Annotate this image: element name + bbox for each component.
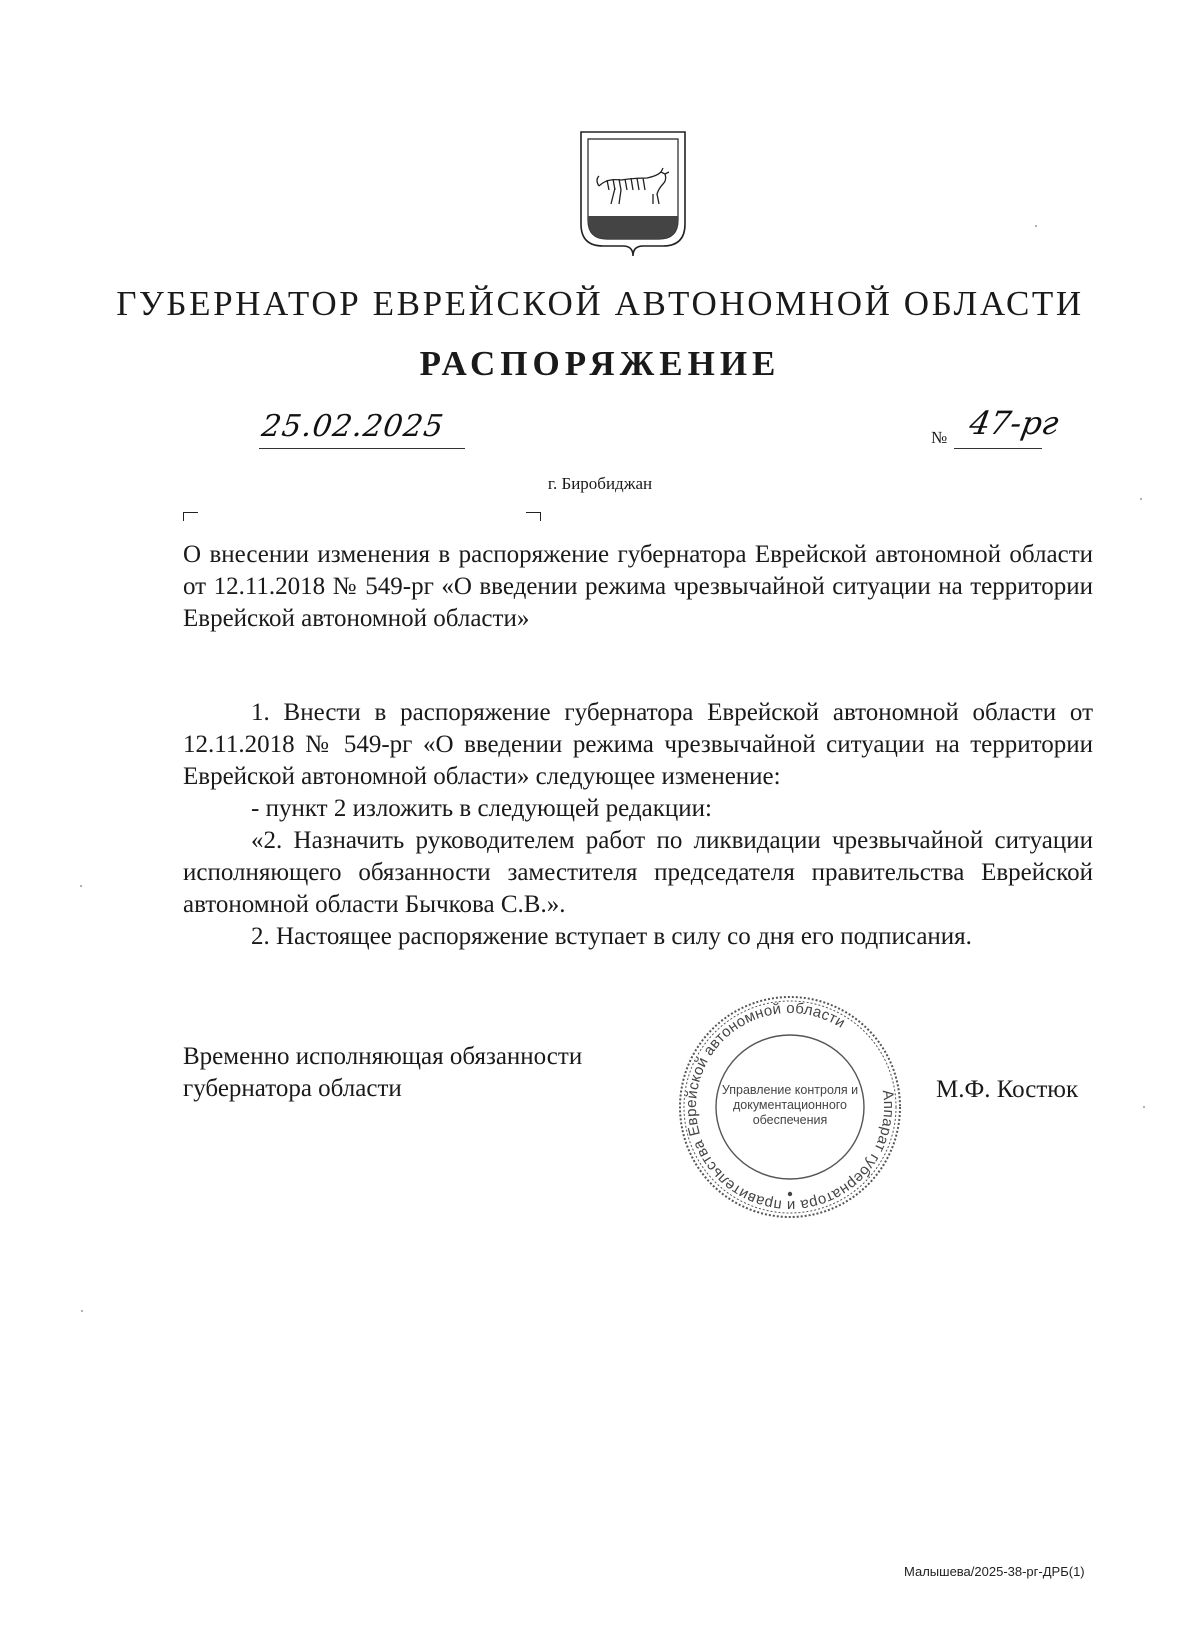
body-paragraph: 1. Внести в распоряжение губернатора Еврейской автономной области от 12.11.2018 № 549-рг «О введении режима чрезвычайной ситуации на территории Еврейской автономной области» следующее изменение: — [183, 699, 1093, 790]
document-registration-code: Малышева/2025-38-рг-ДРБ(1) — [904, 1564, 1085, 1579]
stamp-star-mark — [788, 1192, 792, 1196]
number-underline — [954, 448, 1042, 449]
handwritten-date: 25.02.2025 — [259, 409, 447, 444]
document-body — [183, 697, 1093, 953]
body-paragraph: «2. Назначить руководителем работ по ликвидации чрезвычайной ситуации исполняющего обязанности заместителя председателя правительства Еврейской автономной области Бычкова С.В.». — [183, 827, 1093, 918]
body-paragraph: 2. Настоящее распоряжение вступает в силу со дня его подписания. — [251, 923, 972, 950]
signer-position — [183, 1041, 643, 1105]
scan-speck — [81, 1310, 83, 1312]
document-subject: О внесении изменения в распоряжение губернатора Еврейской автономной области от 12.11.2018 № 549-рг «О введении режима чрезвычайной ситуации на территории Еврейской автономной области» — [183, 541, 1093, 632]
scan-speck — [80, 885, 82, 887]
stamp-outer-text: Аппарат губернатора и правительства Еврейской автономной области — [682, 999, 898, 1215]
city-of-issue: г. Биробиджан — [547, 474, 653, 493]
signer-name: М.Ф. Костюк — [936, 1076, 1079, 1103]
stamp-inner-line: документационного — [732, 1098, 848, 1112]
date-underline — [259, 448, 465, 449]
scan-speck — [1035, 225, 1037, 227]
stamp-inner-line: обеспечения — [752, 1113, 828, 1127]
body-paragraph: - пункт 2 изложить в следующей редакции: — [251, 795, 712, 822]
number-label: № — [931, 428, 948, 447]
official-stamp — [677, 994, 903, 1220]
subject-bracket-left — [183, 512, 198, 521]
document-type-title: РАСПОРЯЖЕНИЕ — [419, 344, 781, 383]
subject-bracket-right — [526, 512, 541, 521]
handwritten-number: 47-рг — [966, 404, 1062, 442]
signer-position-line: Временно исполняющая обязанности — [183, 1043, 583, 1070]
issuing-authority: ГУБЕРНАТОР ЕВРЕЙСКОЙ АВТОНОМНОЙ ОБЛАСТИ — [116, 284, 1084, 323]
scan-speck — [1140, 498, 1142, 500]
signer-position-line: губернатора области — [183, 1075, 402, 1102]
coat-of-arms-emblem — [577, 128, 689, 258]
scan-speck — [1143, 1106, 1145, 1108]
stamp-inner-line: Управление контроля и — [721, 1083, 859, 1097]
